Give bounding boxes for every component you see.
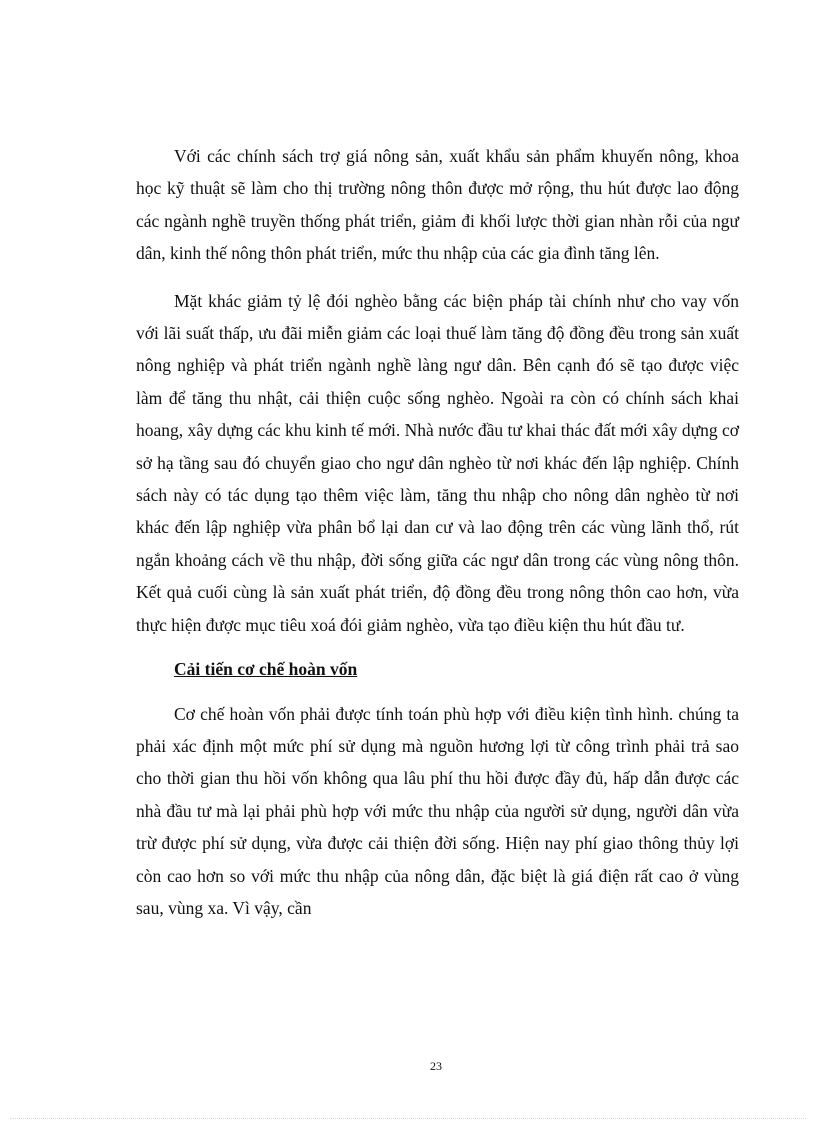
page-body: [136, 140, 739, 924]
section-heading: Cải tiến cơ chế hoàn vốn: [174, 659, 358, 680]
paragraph-capital-recovery: Cơ chế hoàn vốn phải được tính toán phù hợp với điều kiện tình hình. chúng ta phải xác định một mức phí sử dụng mà nguồn hương lợi từ công trình phải trả sao cho thời gian thu hồi vốn không qua lâu phí thu hồi được đầy đủ, hấp dẫn được các nhà đầu tư mà lại phải phù hợp với mức thu nhập của người sử dụng, người dân vừa trừ được phí sử dụng, vừa được cải thiện đời sống. Hiện nay phí giao thông thủy lợi còn cao hơn so với mức thu nhập của nông dân, đặc biệt là giá điện rất cao ở vùng sau, vùng xa. Vì vậy, cần: [136, 703, 739, 918]
page-number: 23: [430, 1059, 442, 1073]
paragraph-poverty-reduction: Mặt khác giảm tỷ lệ đói nghèo bằng các biện pháp tài chính như cho vay vốn với lãi suất thấp, ưu đãi miễn giảm các loại thuế làm tăng độ đồng đều trong sản xuất nông nghiệp và phát triển ngành nghề làng ngư dân. Bên cạnh đó sẽ tạo được việc làm để tăng thu nhật, cải thiện cuộc sống nghèo. Ngoài ra còn có chính sách khai hoang, xây dựng các khu kinh tế mới. Nhà nước đầu tư khai thác đất mới xây dựng cơ sở hạ tầng sau đó chuyển giao cho ngư dân nghèo từ nơi khác đến lập nghiệp. Chính sách này có tác dụng tạo thêm việc làm, tăng thu nhập cho nông dân nghèo từ nơi khác đến lập nghiệp vừa phân bổ lại dan cư và lao động trên các vùng lãnh thổ, rút ngắn khoảng cách về thu nhập, đời sống giữa các ngư dân trong các vùng nông thôn. Kết quả cuối cùng là sản xuất phát triển, độ đồng đều trong nông thôn cao hơn, vừa thực hiện được mục tiêu xoá đói giảm nghèo, vừa tạo điều kiện thu hút đầu tư.: [136, 290, 739, 635]
page-bottom-divider: [10, 1118, 806, 1119]
paragraph-agricultural-policy: Với các chính sách trợ giá nông sản, xuất khẩu sản phẩm khuyến nông, khoa học kỹ thuật sẽ làm cho thị trường nông thôn được mở rộng, thu hút được lao động các ngành nghề truyền thống phát triển, giảm đi khối lược thời gian nhàn rỗi của ngư dân, kinh thế nông thôn phát triển, mức thu nhập của các gia đình tăng lên.: [136, 146, 739, 264]
